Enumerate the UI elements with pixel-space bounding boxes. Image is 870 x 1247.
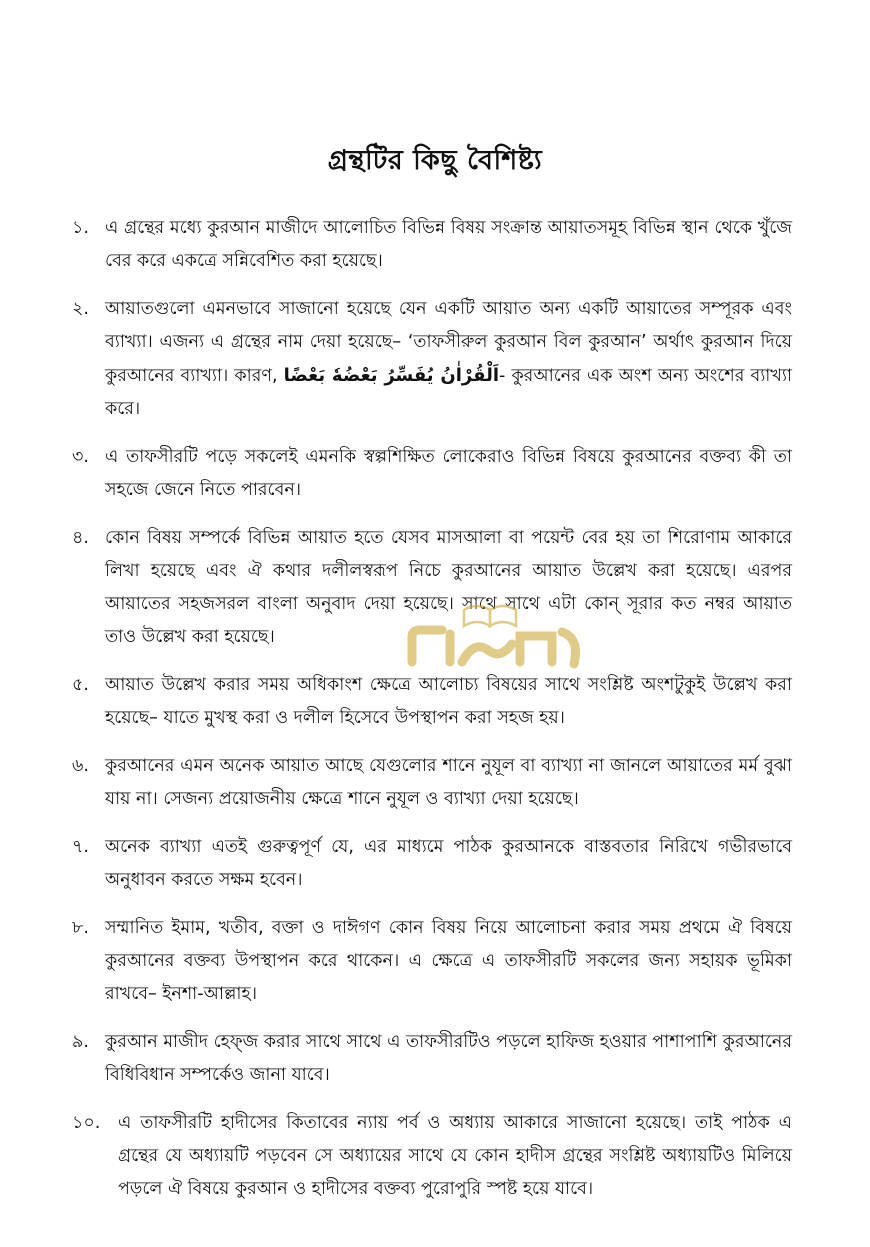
- item-text: কুরআন মাজীদ হেফ্জ করার সাথে সাথে এ তাফসীরটিও পড়লে হাফিজ হওয়ার পাশাপাশি কুরআনের বিধিবিধান সম্পর্কেও জানা যাবে।: [105, 1032, 792, 1085]
- list-item: [72, 522, 792, 654]
- item-number: ৬.: [72, 756, 89, 776]
- features-list: [72, 212, 792, 1221]
- item-number: ৭.: [72, 837, 89, 857]
- item-text-continued: - কুরআনের এক অংশ অন্য অংশের ব্যাখ্যা করে।: [105, 366, 792, 419]
- list-item: [72, 441, 792, 507]
- item-text: এ গ্রন্থের মধ্যে কুরআন মাজীদে আলোচিত বিভিন্ন বিষয় সংক্রান্ত আয়াতসমূহ বিভিন্ন স্থান থেকে খুঁজে বের করে একত্রে সন্নিবেশিত করা হয়েছে।: [105, 218, 792, 271]
- item-number: ৩.: [72, 447, 89, 467]
- arabic-quote: اَلْقُرْاٰنُ يُفَسِّرُ بَعْضُهٗ بَعْضًا: [283, 365, 499, 386]
- list-item: [72, 212, 792, 278]
- list-item: [72, 669, 792, 735]
- list-item: [72, 831, 792, 897]
- item-text: কুরআনের এমন অনেক আয়াত আছে যেগুলোর শানে নুযূল বা ব্যাখ্যা না জানলে আয়াতের মর্ম বুঝা যায় না। সেজন্য প্রয়োজনীয় ক্ষেত্রে শানে নুযূল ও ব্যাখ্যা দেয়া হয়েছে।: [105, 756, 792, 809]
- item-text: এ তাফসীরটি পড়ে সকলেই এমনকি স্বল্পশিক্ষিত লোকেরাও বিভিন্ন বিষয়ে কুরআনের বক্তব্য কী তা সহজে জেনে নিতে পারবেন।: [105, 447, 792, 500]
- list-item: [72, 1026, 792, 1092]
- item-number: ১০.: [72, 1113, 101, 1133]
- item-number: ২.: [72, 299, 89, 319]
- item-number: ৯.: [72, 1032, 89, 1052]
- item-text: অনেক ব্যাখ্যা এতই গুরুত্বপূর্ণ যে, এর মাধ্যমে পাঠক কুরআনকে বাস্তবতার নিরিখে গভীরভাবে অনুধাবন করতে সক্ষম হবেন।: [105, 837, 792, 890]
- item-number: ১.: [72, 218, 89, 238]
- page-title: গ্রন্থটির কিছু বৈশিষ্ট্য: [327, 145, 543, 176]
- item-text: কোন বিষয় সম্পর্কে বিভিন্ন আয়াত হতে যেসব মাসআলা বা পয়েন্ট বের হয় তা শিরোণাম আকারে লিখা হয়েছে এবং ঐ কথার দলীলস্বরূপ নিচে কুরআনের আয়াত উল্লেখ করা হয়েছে। এরপর আয়াতের সহজসরল বাংলা অনুবাদ দেয়া হয়েছে। সাথে সাথে এটা কোন্ সূরার কত নম্বর আয়াত তাও উল্লেখ করা হয়েছে।: [105, 528, 792, 647]
- item-text: এ তাফসীরটি হাদীসের কিতাবের ন্যায় পর্ব ও অধ্যায় আকারে সাজানো হয়েছে। তাই পাঠক এ গ্রন্থের যে অধ্যায়টি পড়বেন সে অধ্যায়ের সাথে যে কোন হাদীস গ্রন্থের সংশ্লিষ্ট অধ্যায়টিও মিলিয়ে পড়লে ঐ বিষয়ে কুরআন ও হাদীসের বক্তব্য পুরোপুরি স্পষ্ট হয়ে যাবে।: [118, 1113, 792, 1199]
- item-text: আয়াত উল্লেখ করার সময় অধিকাংশ ক্ষেত্রে আলোচ্য বিষয়ের সাথে সংশ্লিষ্ট অংশটুকুই উল্লেখ করা হয়েছে– যাতে মুখস্থ করা ও দলীল হিসেবে উপস্থাপন করা সহজ হয়।: [105, 675, 792, 728]
- item-text: সম্মানিত ইমাম, খতীব, বক্তা ও দাঈগণ কোন বিষয় নিয়ে আলোচনা করার সময় প্রথমে ঐ বিষয়ে কুরআনের বক্তব্য উপস্থাপন করে থাকেন। এ ক্ষেত্রে এ তাফসীরটি সকলের জন্য সহায়ক ভূমিকা রাখবে– ইনশা-আল্লাহ।: [105, 918, 792, 1004]
- list-item: [72, 293, 792, 426]
- item-text: আয়াতগুলো এমনভাবে সাজানো হয়েছে যেন একটি আয়াত অন্য একটি আয়াতের সম্পূরক এবং ব্যাখ্যা। এজন্য এ গ্রন্থের নাম দেয়া হয়েছে– ‘তাফসীরুল কুরআন বিল কুরআন’ অর্থাৎ কুরআন দিয়ে কুরআনের ব্যাখ্যা। কারণ,: [105, 299, 792, 386]
- item-number: ৫.: [72, 675, 89, 695]
- list-item: [72, 1107, 792, 1206]
- item-number: ৮.: [72, 918, 89, 938]
- item-number: ৪.: [72, 528, 89, 548]
- list-item: [72, 912, 792, 1011]
- list-item: [72, 750, 792, 816]
